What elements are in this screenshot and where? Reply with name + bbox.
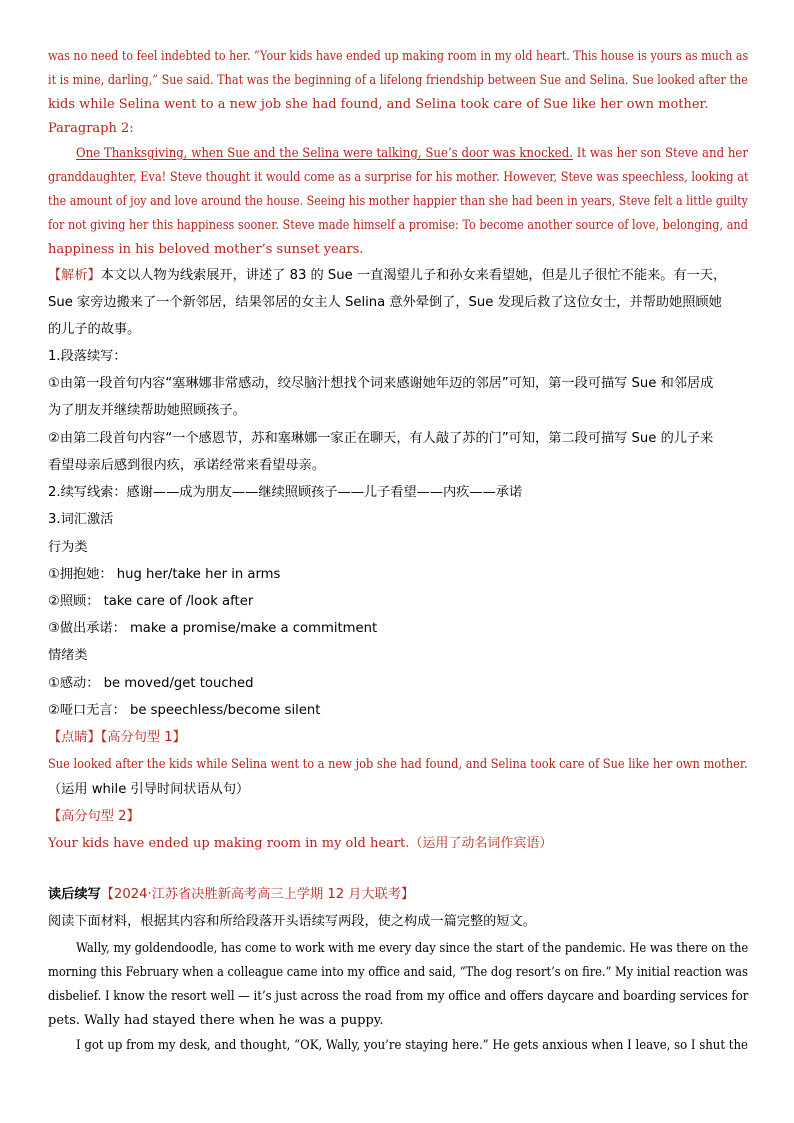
paragraph-2-underlined-opening: One Thanksgiving, when Sue and the Selina were talking, Sue’s door was knocked. (76, 146, 573, 161)
emotion-item-2: ②哑口无言： be speechless/become silent (48, 703, 321, 718)
analysis-text-1: 本文以人物为线索展开，讲述了 83 的 Sue 一直渴望儿子和孙女来看望她，但是儿子很忙不能来。有一天， (100, 268, 727, 283)
passage-line-5: I got up from my desk, and thought, “OK, Wally, you’re staying here.” He gets anxious when I leave, so I shut the (76, 1038, 748, 1053)
paragraph-2-opening (76, 146, 748, 162)
category-emotion: 情绪类 (48, 648, 88, 663)
passage-line-1: Wally, my goldendoodle, has come to work with me every day since the start of the pandemic. He was there on the (76, 941, 749, 956)
vocab-item-1: ①拥抱她： hug her/take her in arms (48, 567, 281, 582)
highlight-heading-1: 【点睛】【高分句型 1】 (48, 730, 186, 745)
highlight-sentence-2: Your kids have ended up making room in my old heart.（运用了动名词作宾语） (48, 836, 553, 851)
analysis-line-2: Sue 家旁边搬来了一个新邻居，结果邻居的女主人 Selina 意外晕倒了，Sue 发现后救了这位女士，并帮助她照顾她 (48, 295, 722, 310)
emotion-item-1: ①感动： be moved/get touched (48, 676, 254, 691)
passage-line-2: morning this February when a colleague came into my office and said, “The dog resort’s on fire.” My initial reaction was (48, 965, 748, 980)
section-2-clues: 2.续写线索：感谢——成为朋友——继续照顾孩子——儿子看望——内疚——承诺 (48, 485, 523, 500)
story-line-6: granddaughter, Eva! Steve thought it would come as a surprise for his mother. However, Steve was speechless, looking at (48, 170, 749, 185)
highlight-note-1: （运用 while 引导时间状语从句） (48, 782, 250, 797)
exercise-source: 【2024·江苏省决胜新高考高三上学期 12 月大联考】 (100, 887, 415, 902)
highlight-sentence-1: Sue looked after the kids while Selina went to a new job she had found, and Selina took care of Sue like her own mother. (48, 757, 748, 772)
continuation-point-2-line-2: 看望母亲后感到很内疚，承诺经常来看望母亲。 (48, 458, 325, 473)
continuation-point-1-line-1: ①由第一段首句内容“塞琳娜非常感动，绞尽脑汁想找个词来感谢她年迈的邻居”可知，第一段可描写 Sue 和邻居成 (48, 376, 714, 391)
continuation-point-1-line-2: 为了朋友并继续帮助她照顾孩子。 (48, 403, 246, 418)
section-3-heading: 3.词汇激活 (48, 512, 114, 527)
analysis-line-3: 的儿子的故事。 (48, 322, 141, 337)
paragraph-2-continuation: It was her son Steve and her (572, 146, 748, 161)
analysis-line-1 (48, 268, 726, 284)
analysis-tag: 【解析】 (48, 268, 101, 283)
passage-line-4: pets. Wally had stayed there when he was a puppy. (48, 1013, 384, 1028)
story-line-9: happiness in his beloved mother’s sunset years. (48, 242, 364, 257)
vocab-item-3: ③做出承诺： make a promise/make a commitment (48, 621, 378, 636)
story-line-1: was no need to feel indebted to her. “Your kids have ended up making room in my old heart. This house is yours as much as (48, 49, 749, 64)
exercise-heading (48, 887, 414, 903)
highlight-heading-2: 【高分句型 2】 (48, 809, 140, 824)
section-1-heading: 1.段落续写： (48, 349, 127, 364)
continuation-point-2-line-1: ②由第二段首句内容“一个感恩节，苏和塞琳娜一家正在聊天，有人敲了苏的门”可知，第二段可描写 Sue 的儿子来 (48, 431, 714, 446)
paragraph-2-label: Paragraph 2: (48, 121, 134, 136)
exercise-instruction: 阅读下面材料，根据其内容和所给段落开头语续写两段，使之构成一篇完整的短文。 (48, 914, 536, 929)
story-line-7: the amount of joy and love around the house. Seeing his mother happier than she had been in years, Steve felt a little guilty (48, 194, 748, 209)
passage-line-3: disbelief. I know the resort well — it’s just across the road from my office and offers daycare and boarding services for (48, 989, 749, 1004)
category-behavior: 行为类 (48, 540, 88, 555)
story-line-3: kids while Selina went to a new job she had found, and Selina took care of Sue like her own mother. (48, 97, 709, 112)
story-line-2: it is mine, darling,” Sue said. That was the beginning of a lifelong friendship between Sue and Selina. Sue looked after the (48, 73, 748, 88)
vocab-item-2: ②照顾： take care of /look after (48, 594, 254, 609)
exercise-type: 读后续写 (48, 887, 101, 902)
story-line-8: for not giving her this happiness sooner. Steve made himself a promise: To become another source of love, belonging, and (48, 218, 748, 233)
